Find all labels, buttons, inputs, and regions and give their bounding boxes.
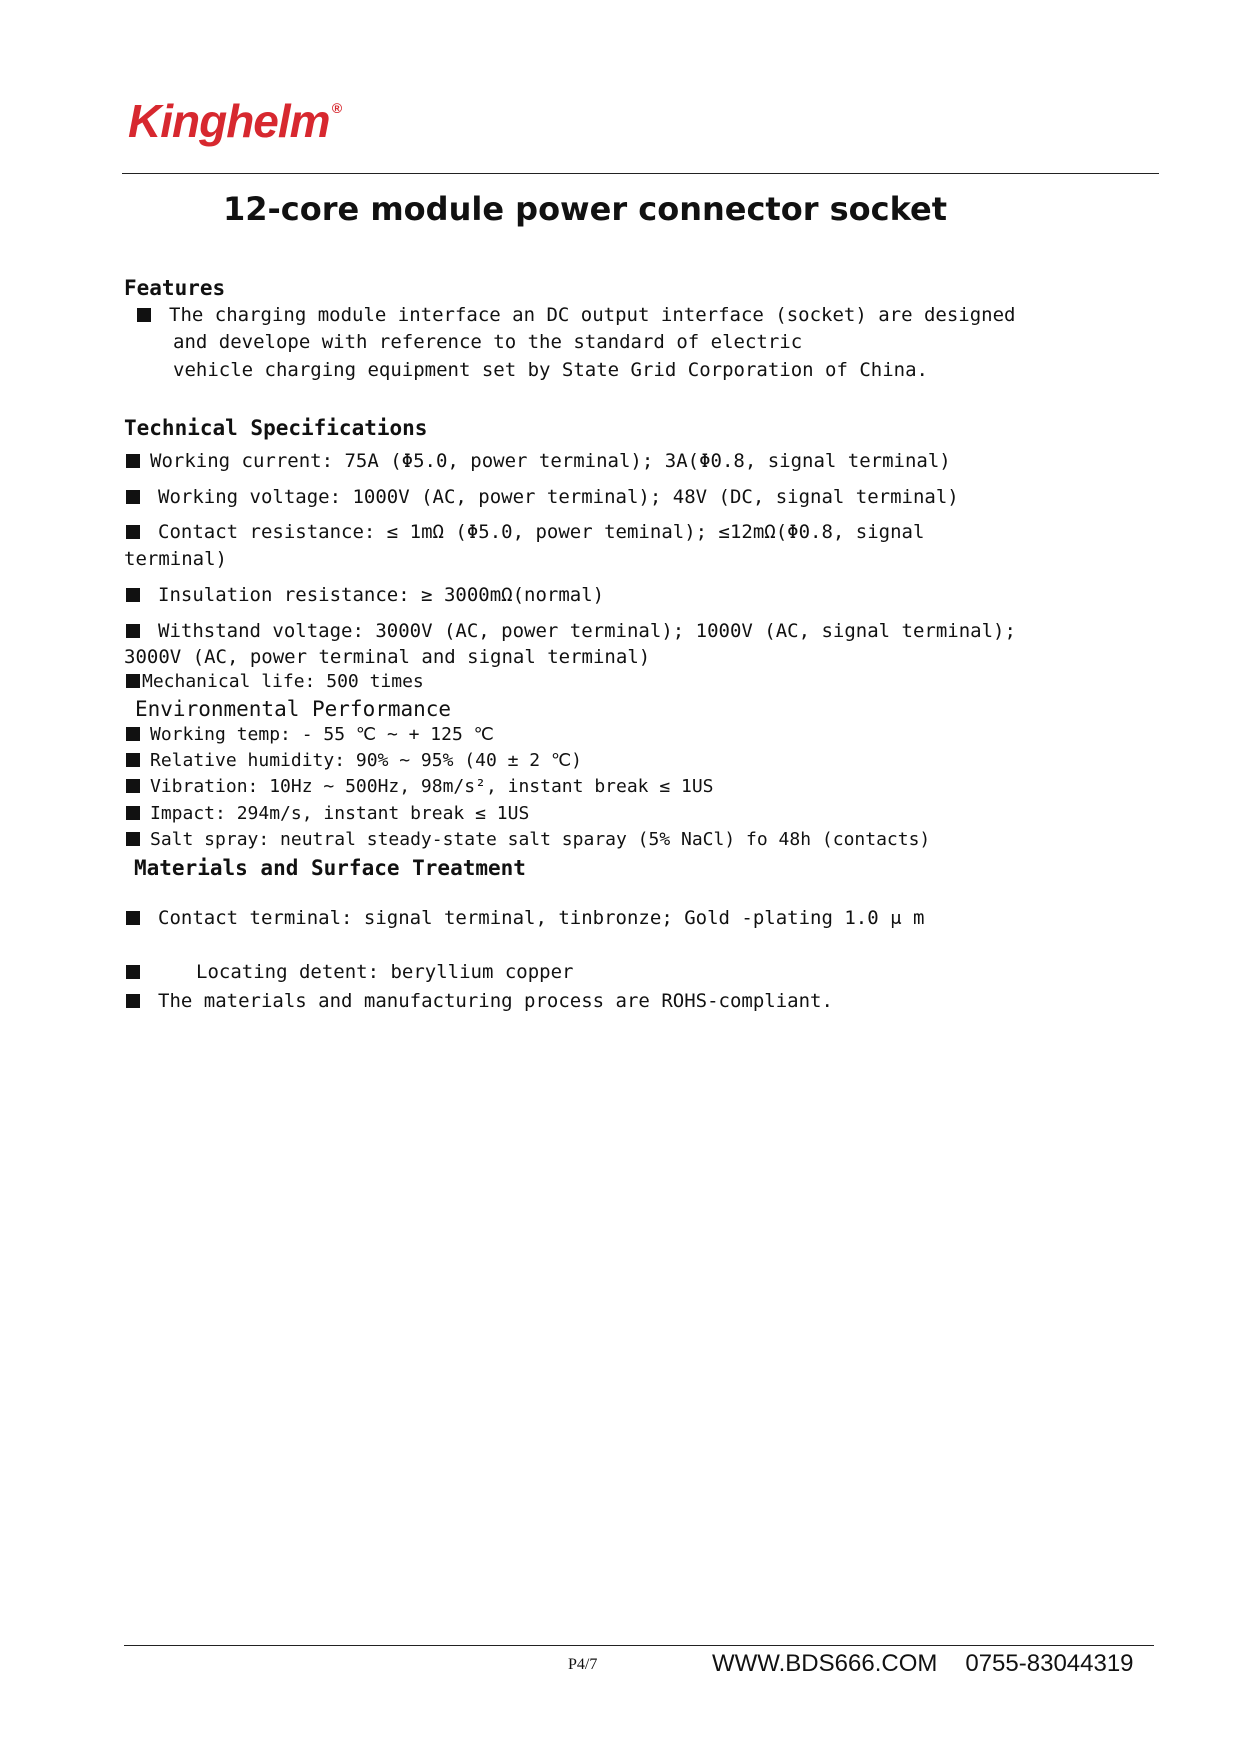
spec-contact-resistance: Contact resistance: ≤ 1mΩ (Φ5.0, power teminal); ≤12mΩ(Φ0.8, signal (126, 521, 924, 543)
footer-website: WWW.BDS666.COM (712, 1650, 938, 1677)
features-bullet-line (137, 304, 1015, 326)
bullet-icon (126, 965, 140, 979)
bullet-icon (126, 674, 140, 688)
bullet-icon (126, 624, 140, 638)
environmental-heading: Environmental Performance (135, 697, 452, 721)
registered-mark: ® (331, 99, 341, 116)
page-number: P4/7 (568, 1656, 598, 1673)
env-working-temp: Working temp: - 55 ℃ ~ + 125 ℃ (126, 724, 494, 745)
bullet-icon (126, 727, 140, 741)
features-line-1: The charging module interface an DC output interface (socket) are designed (169, 304, 1016, 326)
spec-working-voltage: Working voltage: 1000V (AC, power terminal); 48V (DC, signal terminal) (126, 486, 959, 508)
bullet-icon (126, 490, 140, 504)
bullet-icon (137, 308, 151, 322)
bullet-icon (126, 588, 140, 602)
env-impact: Impact: 294m/s, instant break ≤ 1US (126, 803, 529, 824)
features-line-2: and develope with reference to the standard of electric (173, 331, 803, 353)
footer-phone: 0755-83044319 (965, 1650, 1134, 1677)
materials-heading: Materials and Surface Treatment (134, 856, 526, 880)
mat-locating-detent: Locating detent: beryllium copper (126, 961, 574, 983)
header-divider (122, 173, 1159, 174)
spec-withstand-voltage-cont: 3000V (AC, power terminal and signal terminal) (124, 646, 651, 668)
spec-contact-resistance-cont: terminal) (124, 548, 227, 570)
features-line-3: vehicle charging equipment set by State Grid Corporation of China. (173, 359, 928, 381)
bullet-icon (126, 454, 140, 468)
page-title: 12-core module power connector socket (222, 190, 948, 228)
footer-contact (712, 1650, 1134, 1678)
bullet-icon (126, 806, 140, 820)
bullet-icon (126, 911, 140, 925)
bullet-icon (126, 832, 140, 846)
bullet-icon (126, 753, 140, 767)
technical-heading: Technical Specifications (124, 416, 428, 440)
mat-rohs: The materials and manufacturing process are ROHS-compliant. (126, 990, 833, 1012)
bullet-icon (126, 779, 140, 793)
bullet-icon (126, 525, 140, 539)
spec-insulation-resistance: Insulation resistance: ≥ 3000mΩ(normal) (126, 584, 604, 606)
spec-withstand-voltage: Withstand voltage: 3000V (AC, power terminal); 1000V (AC, signal terminal); (126, 620, 1016, 642)
features-heading: Features (124, 276, 226, 300)
spec-working-current: Working current: 75A (Φ5.0, power terminal); 3A(Φ0.8, signal terminal) (126, 450, 951, 472)
env-relative-humidity: Relative humidity: 90% ~ 95% (40 ± 2 ℃) (126, 750, 582, 771)
env-vibration: Vibration: 10Hz ~ 500Hz, 98m/s², instant break ≤ 1US (126, 776, 714, 797)
footer-divider (124, 1645, 1154, 1646)
spec-mechanical-life: Mechanical life: 500 times (126, 671, 424, 692)
mat-contact-terminal: Contact terminal: signal terminal, tinbronze; Gold -plating 1.0 μ m (126, 907, 924, 929)
env-salt-spray: Salt spray: neutral steady-state salt sparay (5% NaCl) fo 48h (contacts) (126, 829, 930, 850)
logo-text: Kinghelm (128, 95, 330, 147)
kinghelm-logo (128, 94, 341, 148)
bullet-icon (126, 994, 140, 1008)
